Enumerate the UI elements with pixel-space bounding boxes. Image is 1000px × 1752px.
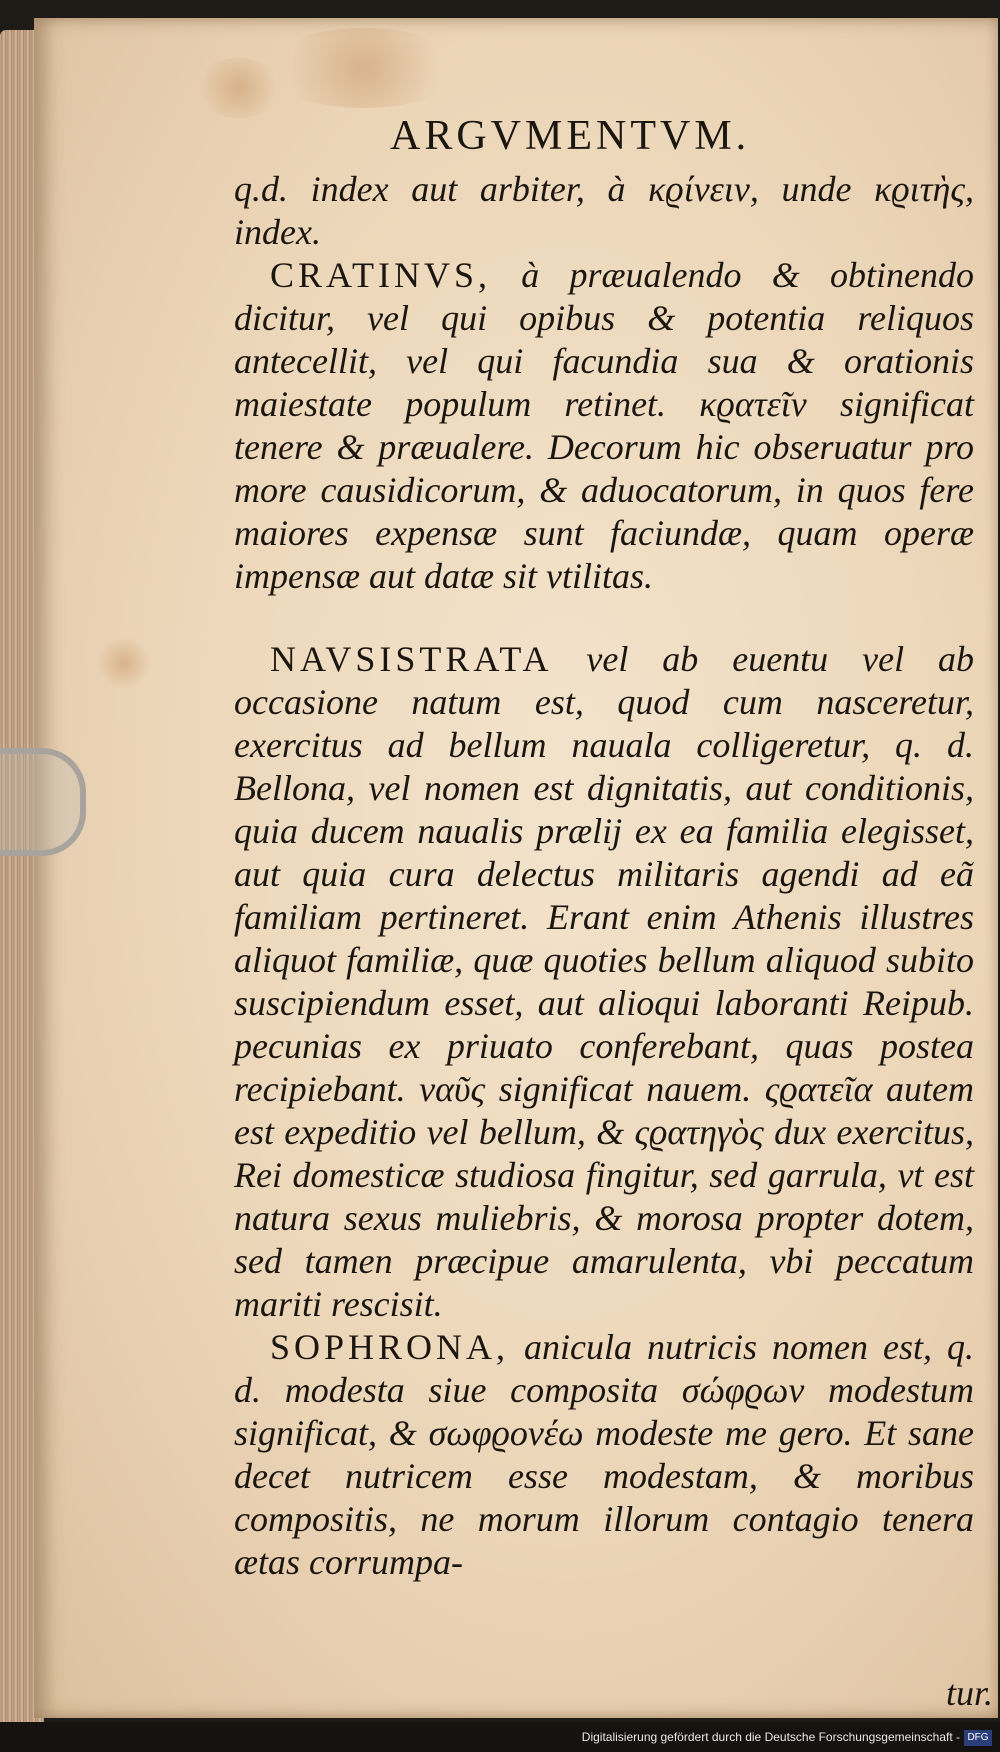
paper-stain — [264, 28, 464, 108]
paragraph-sophrona — [234, 1326, 974, 1584]
page-clip — [0, 748, 86, 856]
paragraph-text: anicula nutricis nomen est, q. d. modesta siue composita σώφϱων modestum significat, & σωφϱονέω modeste me gero. Et sane decet nutricem esse modestam, & moribus compositis, ne morum illorum contagio tenera ætas corrumpa- — [234, 1327, 974, 1582]
paper-stain — [194, 58, 284, 118]
character-name: SOPHRONA, — [270, 1327, 510, 1367]
dfg-logo: DFG — [964, 1730, 992, 1746]
paper-stain — [94, 638, 154, 688]
paragraph-text: vel ab euentu vel ab occasione natum est, quod cum nasceretur, exercitus ad bellum nauala colligeretur, q. d. Bellona, vel nomen est dignitatis, aut conditionis, quia ducem naualis prælij ex ea familia elegisset, aut quia cura delectus militaris agendi ad eã familiam pertineret. Erant enim Athenis illustres aliquot familiæ, quæ quoties bellum aliquod subito suscipiendum esset, aut alioqui laboranti Reipub. pecunias ex priuato conferebant, quas postea recipiebant. ναῦς significat nauem. ςϱατεῖα autem est expeditio vel bellum, & ςϱατηγὸς dux exercitus, Rei domesticæ studiosa fingitur, sed garrula, vt est natura sexus muliebris, & morosa propter dotem, sed tamen præcipue amarulenta, vbi peccatum mariti rescisit. — [234, 639, 974, 1324]
paragraph — [234, 168, 974, 254]
character-name: CRATINVS, — [270, 255, 492, 295]
digitization-credit: Digitalisierung gefördert durch die Deutsche Forschungsgemeinschaft - — [581, 1730, 960, 1744]
running-head: ARGVMENTVM . — [390, 112, 750, 160]
page-body — [234, 168, 974, 1584]
character-name: NAVSISTRATA — [270, 639, 553, 679]
catchword: tur. — [946, 1673, 994, 1713]
paragraph-nausistrata — [234, 638, 974, 1326]
paragraph-text: à præualendo & obtinendo dicitur, vel qui opibus & potentia reliquos antecellit, vel qui facundia sua & orationis maiestate populum retinet. κϱατεῖν significat tenere & præualere. Decorum hic obseruatur pro more causidicorum, & aduocatorum, in quos fere maiores expensæ sunt faciundæ, quam operæ impensæ aut datæ sit vtilitas. — [234, 255, 974, 596]
paragraph-text: q.d. index aut arbiter, à κϱίνειν, unde κϱιτὴς, index. — [234, 169, 974, 252]
paragraph-cratinus — [234, 254, 974, 598]
